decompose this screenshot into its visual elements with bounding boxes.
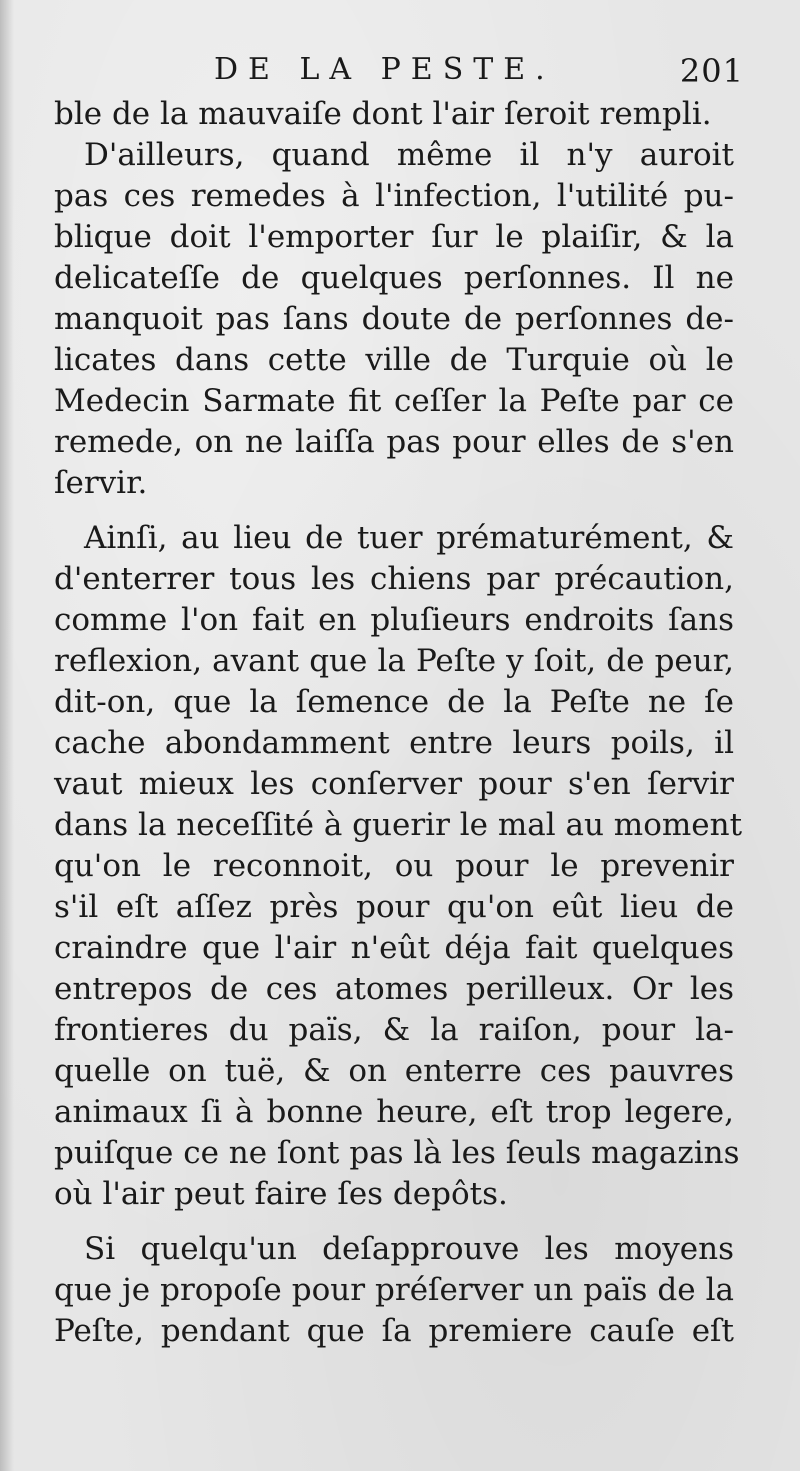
text-line: pas ces remedes à l'infection, l'utilité pu- [54,178,734,214]
text-line: cache abondamment entre leurs poils, il [54,725,734,761]
page-edge-shadow [0,0,14,1471]
paragraph-continuation [54,94,734,135]
text-line: vaut mieux les conſerver pour s'en ſervir [54,766,734,802]
running-head [214,52,744,96]
text-line: ſervir. [54,465,148,501]
paragraph-gap [54,504,734,518]
text-line: entrepos de ces atomes perilleux. Or les [54,971,734,1007]
paragraph-si-quelquun [54,1229,734,1352]
text-line: blique doit l'emporter ſur le plaiſir, & la [54,219,734,255]
text-line: Si quelqu'un deſapprouve les moyens [84,1231,734,1267]
text-line: d'enterrer tous les chiens par précaution, [54,561,734,597]
text-line: comme l'on fait en pluſieurs endroits ſans [54,602,734,638]
text-line: frontieres du païs, & la raiſon, pour la- [54,1012,734,1048]
text-line: Peſte, pendant que ſa premiere cauſe eſt [54,1313,734,1349]
text-line: delicateſſe de quelques perſonnes. Il ne [54,260,734,296]
paragraph-ainsi [54,518,743,1215]
paragraph-gap [54,1215,734,1229]
body-text [54,94,743,1352]
paragraph-dailleurs [54,135,734,504]
text-line: s'il eſt aſſez près pour qu'on eût lieu de [54,889,734,925]
text-line: Ainſi, au lieu de tuer prématurément, & [84,520,734,556]
text-line: manquoit pas ſans doute de perſonnes de- [54,301,734,337]
text-line: ble de la mauvaiſe dont l'air ſeroit rempli. [54,96,712,132]
text-line: où l'air peut faire ſes depôts. [54,1176,508,1212]
text-line: remede, on ne laiſſa pas pour elles de s'en [54,424,734,460]
text-line: craindre que l'air n'eût déja fait quelques [54,930,734,966]
text-line: que je propoſe pour préſerver un païs de la [54,1272,734,1308]
text-line: D'ailleurs, quand même il n'y auroit [84,137,734,173]
page-number: 201 [679,52,744,90]
text-line: animaux ſi à bonne heure, eſt trop legere, [54,1094,734,1130]
text-line: licates dans cette ville de Turquie où le [54,342,734,378]
text-line: puiſque ce ne ſont pas là les ſeuls magazins [54,1135,740,1171]
text-line: reflexion, avant que la Peſte y ſoit, de peur, [54,643,734,679]
running-head-title: DE LA PESTE. [214,52,555,87]
text-line: dit-on, que la ſemence de la Peſte ne ſe [54,684,734,720]
text-line: qu'on le reconnoit, ou pour le prevenir [54,848,734,884]
text-line: dans la neceſſité à guerir le mal au moment [54,807,743,843]
text-line: quelle on tuë, & on enterre ces pauvres [54,1053,734,1089]
text-line: Medecin Sarmate fit ceſſer la Peſte par ce [54,383,734,419]
